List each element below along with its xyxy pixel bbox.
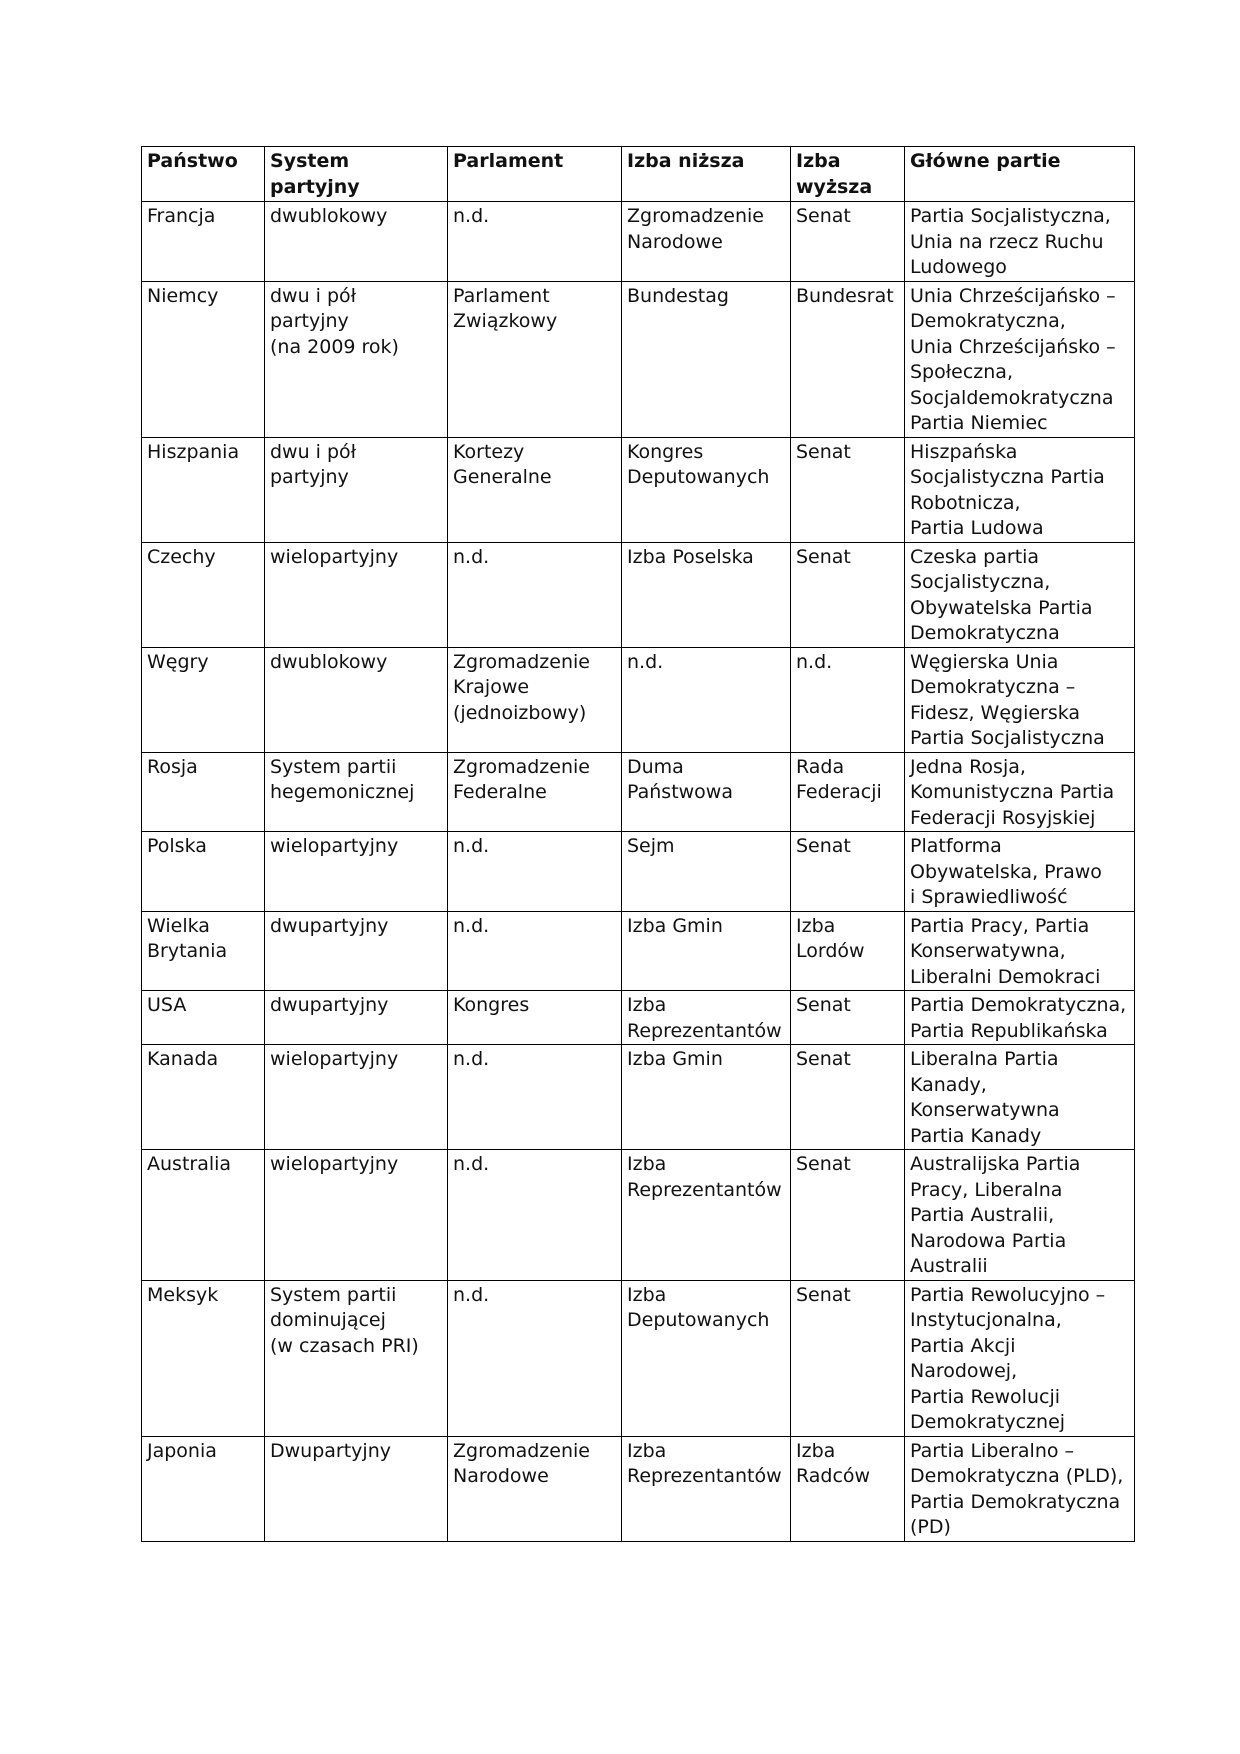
- cell-party-system: dwu i pół partyjny (na 2009 rok): [265, 281, 448, 437]
- cell-country: Francja: [142, 202, 265, 282]
- cell-parliament: n.d.: [448, 832, 622, 912]
- table-row: [142, 437, 1135, 542]
- table-row: [142, 1280, 1135, 1436]
- cell-lower-house: Zgromadzenie Narodowe: [622, 202, 791, 282]
- cell-party-system: dwupartyjny: [265, 991, 448, 1045]
- cell-lower-house: Duma Państwowa: [622, 752, 791, 832]
- cell-upper-house: Senat: [791, 202, 905, 282]
- cell-main-parties: Liberalna Partia Kanady, Konserwatywna Partia Kanady: [905, 1045, 1135, 1150]
- cell-country: Hiszpania: [142, 437, 265, 542]
- header-parlament: Parlament: [448, 147, 622, 202]
- cell-parliament: Kongres: [448, 991, 622, 1045]
- cell-upper-house: Senat: [791, 1045, 905, 1150]
- cell-country: Węgry: [142, 647, 265, 752]
- cell-country: Rosja: [142, 752, 265, 832]
- cell-lower-house: Izba Reprezentantów: [622, 1150, 791, 1281]
- cell-main-parties: Hiszpańska Socjalistyczna Partia Robotnicza, Partia Ludowa: [905, 437, 1135, 542]
- table-row: [142, 1045, 1135, 1150]
- cell-parliament: n.d.: [448, 911, 622, 991]
- cell-main-parties: Unia Chrześcijańsko – Demokratyczna, Unia Chrześcijańsko – Społeczna, Socjaldemokratyczna Partia Niemiec: [905, 281, 1135, 437]
- cell-lower-house: Izba Reprezentantów: [622, 991, 791, 1045]
- cell-parliament: Parlament Związkowy: [448, 281, 622, 437]
- cell-main-parties: Węgierska Unia Demokratyczna – Fidesz, Węgierska Partia Socjalistyczna: [905, 647, 1135, 752]
- cell-upper-house: Rada Federacji: [791, 752, 905, 832]
- cell-main-parties: Partia Demokratyczna, Partia Republikańska: [905, 991, 1135, 1045]
- table-body: [142, 202, 1135, 1542]
- cell-party-system: dwublokowy: [265, 647, 448, 752]
- header-izba-wyzsza: Izba wyższa: [791, 147, 905, 202]
- header-glowne-partie: Główne partie: [905, 147, 1135, 202]
- party-systems-table: [141, 146, 1135, 1542]
- header-izba-nizsza: Izba niższa: [622, 147, 791, 202]
- cell-country: USA: [142, 991, 265, 1045]
- header-system-partyjny: System partyjny: [265, 147, 448, 202]
- cell-main-parties: Jedna Rosja, Komunistyczna Partia Federacji Rosyjskiej: [905, 752, 1135, 832]
- cell-main-parties: Platforma Obywatelska, Prawo i Sprawiedliwość: [905, 832, 1135, 912]
- cell-party-system: wielopartyjny: [265, 1045, 448, 1150]
- cell-parliament: n.d.: [448, 202, 622, 282]
- table-row: [142, 1150, 1135, 1281]
- cell-party-system: dwublokowy: [265, 202, 448, 282]
- cell-party-system: wielopartyjny: [265, 542, 448, 647]
- cell-country: Polska: [142, 832, 265, 912]
- cell-country: Kanada: [142, 1045, 265, 1150]
- cell-upper-house: Bundesrat: [791, 281, 905, 437]
- cell-lower-house: Sejm: [622, 832, 791, 912]
- cell-party-system: System partii hegemonicznej: [265, 752, 448, 832]
- cell-upper-house: Senat: [791, 991, 905, 1045]
- cell-parliament: Kortezy Generalne: [448, 437, 622, 542]
- cell-party-system: Dwupartyjny: [265, 1436, 448, 1541]
- cell-lower-house: Bundestag: [622, 281, 791, 437]
- cell-lower-house: Izba Gmin: [622, 1045, 791, 1150]
- cell-lower-house: Izba Reprezentantów: [622, 1436, 791, 1541]
- cell-party-system: System partii dominującej (w czasach PRI): [265, 1280, 448, 1436]
- cell-lower-house: Izba Poselska: [622, 542, 791, 647]
- cell-parliament: Zgromadzenie Krajowe (jednoizbowy): [448, 647, 622, 752]
- cell-party-system: dwupartyjny: [265, 911, 448, 991]
- cell-party-system: dwu i pół partyjny: [265, 437, 448, 542]
- cell-upper-house: Senat: [791, 437, 905, 542]
- table-row: [142, 281, 1135, 437]
- cell-lower-house: Kongres Deputowanych: [622, 437, 791, 542]
- cell-upper-house: Senat: [791, 542, 905, 647]
- table-row: [142, 752, 1135, 832]
- cell-parliament: n.d.: [448, 542, 622, 647]
- header-panstwo: Państwo: [142, 147, 265, 202]
- cell-lower-house: Izba Gmin: [622, 911, 791, 991]
- cell-upper-house: Senat: [791, 832, 905, 912]
- cell-upper-house: n.d.: [791, 647, 905, 752]
- table-row: [142, 647, 1135, 752]
- cell-main-parties: Partia Socjalistyczna, Unia na rzecz Ruchu Ludowego: [905, 202, 1135, 282]
- table-row: [142, 1436, 1135, 1541]
- cell-lower-house: n.d.: [622, 647, 791, 752]
- cell-upper-house: Izba Lordów: [791, 911, 905, 991]
- cell-main-parties: Czeska partia Socjalistyczna, Obywatelska Partia Demokratyczna: [905, 542, 1135, 647]
- table-row: [142, 991, 1135, 1045]
- cell-country: Japonia: [142, 1436, 265, 1541]
- table-row: [142, 911, 1135, 991]
- cell-parliament: Zgromadzenie Narodowe: [448, 1436, 622, 1541]
- cell-country: Australia: [142, 1150, 265, 1281]
- cell-parliament: Zgromadzenie Federalne: [448, 752, 622, 832]
- cell-country: Niemcy: [142, 281, 265, 437]
- cell-main-parties: Partia Pracy, Partia Konserwatywna, Liberalni Demokraci: [905, 911, 1135, 991]
- cell-main-parties: Partia Rewolucyjno – Instytucjonalna, Partia Akcji Narodowej, Partia Rewolucji Demokratycznej: [905, 1280, 1135, 1436]
- cell-parliament: n.d.: [448, 1045, 622, 1150]
- table-header-row: [142, 147, 1135, 202]
- table-row: [142, 832, 1135, 912]
- cell-country: Czechy: [142, 542, 265, 647]
- cell-upper-house: Izba Radców: [791, 1436, 905, 1541]
- cell-lower-house: Izba Deputowanych: [622, 1280, 791, 1436]
- cell-main-parties: Partia Liberalno – Demokratyczna (PLD), Partia Demokratyczna (PD): [905, 1436, 1135, 1541]
- cell-country: Meksyk: [142, 1280, 265, 1436]
- cell-country: Wielka Brytania: [142, 911, 265, 991]
- cell-parliament: n.d.: [448, 1280, 622, 1436]
- cell-parliament: n.d.: [448, 1150, 622, 1281]
- table-row: [142, 542, 1135, 647]
- cell-upper-house: Senat: [791, 1150, 905, 1281]
- cell-party-system: wielopartyjny: [265, 1150, 448, 1281]
- cell-main-parties: Australijska Partia Pracy, Liberalna Partia Australii, Narodowa Partia Australii: [905, 1150, 1135, 1281]
- cell-upper-house: Senat: [791, 1280, 905, 1436]
- table-row: [142, 202, 1135, 282]
- cell-party-system: wielopartyjny: [265, 832, 448, 912]
